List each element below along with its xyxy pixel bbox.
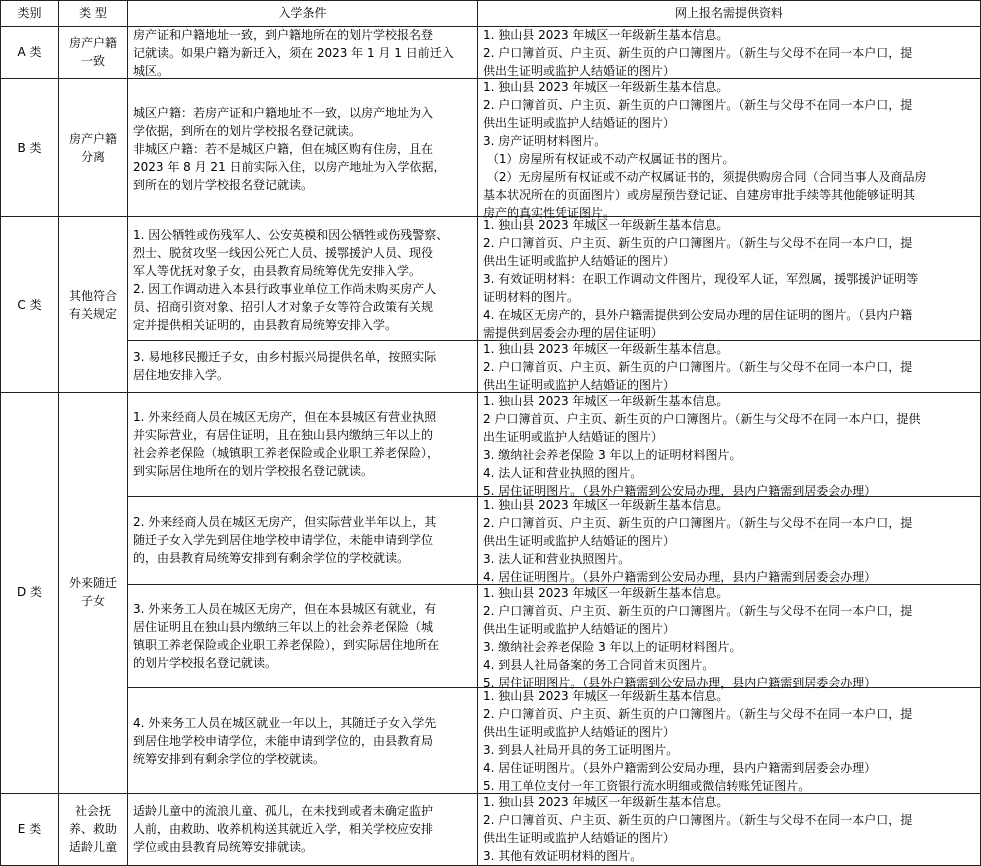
materials-text: 1. 独山县 2023 年城区一年级新生基本信息。 2. 户口簿首页、户主页、新生页的户口簿图片。（新生与父母不在同一本户口，提 供出生证明或监护人结婚证的图片） bbox=[483, 342, 913, 392]
type-label: 其他符合 有关规定 bbox=[68, 289, 117, 321]
materials-text: 1. 独山县 2023 年城区一年级新生基本信息。 2. 户口簿首页、户主页、新生页的户口簿图片。（新生与父母不在同一本户口，提 供出生证明或监护人结婚证的图片） 3. 有效证明材料：在职工作调动文件图片，现役军人证，军烈属，援鄂援沪证明等 证明材料的图片。 4. 在城区无房产的，县外户籍需提供到公安局办理的居住证明的图片。（县内户籍 需提供到居委会办理的居住证明） bbox=[483, 218, 919, 340]
materials-text: 1. 独山县 2023 年城区一年级新生基本信息。 2. 户口簿首页、户主页、新生页的户口簿图片。（新生与父母不在同一本户口，提 供出生证明或监护人结婚证的图片） 3. 缴纳社会养老保险 3 年以上的证明材料图片。 4. 到县人社局备案的务工合同首末页图片。 5. 居住证明图片。（县外户籍需到公安局办理，县内户籍需到居委会办理） bbox=[483, 586, 913, 690]
materials-text: 1. 独山县 2023 年城区一年级新生基本信息。 2. 户口簿首页、户主页、新生页的户口簿图片。（新生与父母不在同一本户口，提 供出生证明或监护人结婚证的图片） bbox=[483, 28, 913, 78]
type-label: 外来随迁 子女 bbox=[68, 576, 117, 608]
header-conditions: 入学条件 bbox=[278, 6, 327, 20]
materials-text: 1. 独山县 2023 年城区一年级新生基本信息。 2. 户口簿首页、户主页、新生页的户口簿图片。（新生与父母不在同一本户口，提 供出生证明或监护人结婚证的图片） 3. 法人证和营业执照图片。 4. 居住证明图片。（县外户籍需到公安局办理，县内户籍需到居委会办理） bbox=[483, 498, 913, 584]
condition-text: 3. 外来务工人员在城区无房产，但在本县城区有就业，有 居住证明且在独山县内缴纳三年以上的社会养老保险（城 镇职工养老保险或企业职工养老保险），到实际居住地所在 的划片学校报名登记就读。 bbox=[133, 602, 440, 670]
condition-text: 适龄儿童中的流浪儿童、孤儿，在未找到或者未确定监护 人前，由救助、收养机构送其就近入学，相关学校应安排 学位或由县教育局统筹安排就读。 bbox=[133, 804, 434, 854]
type-label: 房产户籍 一致 bbox=[68, 36, 117, 68]
materials-text: 1. 独山县 2023 年城区一年级新生基本信息。 2. 户口簿首页、户主页、新生页的户口簿图片。（新生与父母不在同一本户口，提 供出生证明或监护人结婚证的图片） 3. 其他有效证明材料的图片。 bbox=[483, 795, 913, 863]
header-materials: 网上报名需提供资料 bbox=[674, 6, 783, 20]
condition-text: 1. 外来经商人员在城区无房产，但在本县城区有营业执照 并实际营业，有居住证明，且在独山县内缴纳三年以上的 社会养老保险（城镇职工养老保险或企业职工养老保险）， 到实际居住地所在的划片学校报名登记就读。 bbox=[133, 410, 440, 478]
materials-text: 1. 独山县 2023 年城区一年级新生基本信息。 2. 户口簿首页、户主页、新生页的户口簿图片。（新生与父母不在同一本户口，提 供出生证明或监护人结婚证的图片） 3. 房产证明材料图片。 （1）房屋所有权证或不动产权属证书的图片。 （2）无房屋所有权证或不动产权属证书的，须提供购房合同（合同当事人及商品房 基本状况所在的页面图片）或房屋预告登记证、自建房审批手续等其他能够证明其 房产的真实性凭证图片。 bbox=[483, 80, 927, 220]
condition-text: 2. 外来经商人员在城区无房产，但实际营业半年以上，其 随迁子女入学先到居住地学校申请学位，未能申请到学位 的，由县教育局统筹安排到有剩余学位的学校就读。 bbox=[133, 515, 437, 565]
condition-text: 3. 易地移民搬迁子女，由乡村振兴局提供名单，按照实际 居住地安排入学。 bbox=[133, 350, 437, 382]
header-category: 类别 bbox=[17, 6, 42, 20]
type-label: 房产户籍 分离 bbox=[68, 132, 117, 164]
header-type: 类 型 bbox=[79, 6, 107, 20]
condition-text: 城区户籍：若房产证和户籍地址不一致，以房产地址为入 学依据，到所在的划片学校报名登记就读。 非城区户籍：若不是城区户籍，但在城区购有住房，且在 2023 年 8 月 21 日前实际入住，以房产地址为入学依据， 到所在的划片学校报名登记就读。 bbox=[133, 106, 446, 192]
category-label: E 类 bbox=[17, 822, 42, 836]
materials-text: 1. 独山县 2023 年城区一年级新生基本信息。 2 户口簿首页、户主页、新生页的户口簿图片。（新生与父母不在同一本户口，提供 出生证明或监护人结婚证的图片） 3. 缴纳社会养老保险 3 年以上的证明材料图片。 4. 法人证和营业执照的图片。 5. 居住证明图片。（县外户籍需到公安局办理，县内户籍需到居委会办理） bbox=[483, 394, 921, 498]
category-label: D 类 bbox=[16, 585, 43, 599]
category-label: C 类 bbox=[17, 298, 42, 312]
type-label: 社会抚 养、救助 适龄儿童 bbox=[68, 804, 117, 854]
condition-text: 房产证和户籍地址一致，到户籍地所在的划片学校报名登 记就读。如果户籍为新迁入，须在 2023 年 1 月 1 日前迁入 城区。 bbox=[133, 28, 454, 78]
condition-text: 1. 因公牺牲或伤残军人、公安英模和因公牺牲或伤残警察、 烈士、脱贫攻坚一线因公死亡人员、援鄂援沪人员、现役 军人等优抚对象子女，由县教育局统筹优先安排入学。 2. 因工作调动进入本县行政事业单位工作尚未购买房产人 员、招商引资对象、招引人才对象子女等符合政策有关规 定并提供相关证明的，由县教育局统筹安排入学。 bbox=[133, 228, 449, 332]
category-label: A 类 bbox=[17, 45, 42, 59]
materials-text: 1. 独山县 2023 年城区一年级新生基本信息。 2. 户口簿首页、户主页、新生页的户口簿图片。（新生与父母不在同一本户口，提 供出生证明或监护人结婚证的图片） 3. 到县人社局开具的务工证明图片。 4. 居住证明图片。（县外户籍需到公安局办理，县内户籍需到居委会办理） 5. 用工单位支付一年工资银行流水明细或微信转账凭证图片。 bbox=[483, 689, 913, 793]
condition-text: 4. 外来务工人员在城区就业一年以上，其随迁子女入学先 到居住地学校申请学位，未能申请到学位的，由县教育局 统筹安排到有剩余学位的学校就读。 bbox=[133, 716, 437, 766]
category-label: B 类 bbox=[17, 141, 42, 155]
